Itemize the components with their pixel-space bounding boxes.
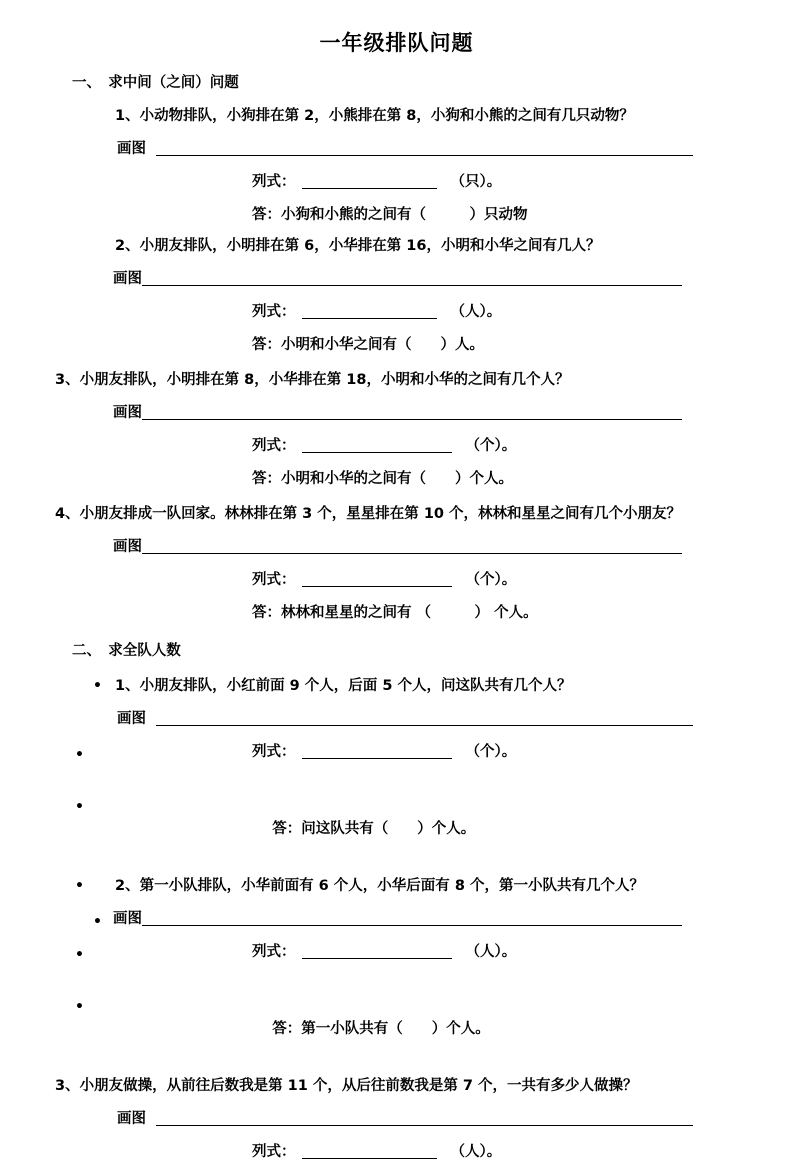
question-row (0, 674, 793, 699)
draw-blank-line[interactable] (142, 552, 682, 554)
draw-row (0, 268, 793, 290)
expression-unit: （个）。 (465, 572, 517, 588)
answer-row (0, 974, 793, 1062)
draw-label: 画图 (117, 141, 146, 157)
draw-label: 画图 (113, 911, 142, 927)
bullet-icon: • (75, 799, 84, 815)
expression-row (0, 301, 793, 323)
expression-unit: （人）。 (450, 304, 502, 320)
answer-row: 答：小明和小华之间有（ ）人。 (252, 337, 484, 353)
expression-label: 列式： (252, 572, 296, 588)
bullet-icon: • (75, 947, 84, 963)
section-heading-1: 一、 求中间（之间）问题 (72, 75, 239, 91)
expression-blank[interactable] (302, 1157, 437, 1159)
page-title: 一年级排队问题 (319, 31, 474, 55)
expression-label: 列式： (252, 304, 296, 320)
draw-blank-line[interactable] (156, 154, 693, 156)
question-text: 3、小朋友做操，从前往后数我是第 11 个，从后往前数我是第 7 个，一共有多少人做操？ (55, 1078, 638, 1094)
question-text: 2、第一小队排队，小华前面有 6 个人，小华后面有 8 个，第一小队共有几个人？ (115, 878, 644, 894)
expression-label: 列式： (252, 1144, 296, 1160)
bullet-icon: • (75, 878, 84, 894)
answer-row: 答：林林和星星的之间有 （ ） 个人。 (252, 605, 538, 621)
question-text: 3、小朋友排队，小明排在第 8，小华排在第 18，小明和小华的之间有几个人？ (55, 372, 570, 388)
question-text: 1、小动物排队，小狗排在第 2，小熊排在第 8，小狗和小熊的之间有几只动物？ (115, 108, 634, 124)
draw-label: 画图 (117, 711, 146, 727)
draw-label: 画图 (117, 1111, 146, 1127)
draw-blank-line[interactable] (156, 724, 693, 726)
expression-unit: （人）。 (465, 944, 517, 960)
expression-row (0, 1141, 793, 1163)
expression-label: 列式： (252, 944, 296, 960)
question-text: 2、小朋友排队，小明排在第 6，小华排在第 16，小明和小华之间有几人？ (115, 238, 601, 254)
draw-blank-line[interactable] (156, 1124, 693, 1126)
draw-label: 画图 (113, 539, 142, 555)
expression-blank[interactable] (302, 317, 437, 319)
expression-unit: （个）。 (465, 438, 517, 454)
draw-blank-line[interactable] (142, 284, 682, 286)
expression-row (0, 569, 793, 591)
expression-unit: （只）。 (450, 174, 502, 190)
section-heading-2: 二、 求全队人数 (72, 643, 181, 659)
expression-label: 列式： (252, 438, 296, 454)
expression-blank[interactable] (302, 957, 452, 959)
draw-row (0, 708, 793, 730)
draw-row (0, 138, 793, 160)
expression-label: 列式： (252, 744, 296, 760)
answer-text: 答：问这队共有（ ）个人。 (272, 821, 476, 837)
draw-row (0, 1108, 793, 1130)
expression-row (0, 741, 793, 763)
expression-label: 列式： (252, 174, 296, 190)
answer-row (0, 774, 793, 862)
draw-row (0, 402, 793, 424)
answer-row: 答：小狗和小熊的之间有（ ）只动物 (252, 207, 528, 223)
expression-row (0, 171, 793, 193)
draw-label: 画图 (113, 271, 142, 287)
bullet-icon: • (75, 999, 84, 1015)
question-text: 1、小朋友排队，小红前面 9 个人，后面 5 个人，问这队共有几个人？ (115, 678, 572, 694)
draw-label: 画图 (113, 405, 142, 421)
expression-row (0, 435, 793, 457)
draw-blank-line[interactable] (142, 924, 682, 926)
expression-blank[interactable] (302, 451, 452, 453)
answer-text: 答：第一小队共有（ ）个人。 (272, 1021, 490, 1037)
draw-row (0, 908, 793, 930)
question-text: 4、小朋友排成一队回家。林林排在第 3 个，星星排在第 10 个，林林和星星之间有几个小朋友？ (55, 506, 682, 522)
expression-row (0, 941, 793, 963)
bullet-icon: • (93, 914, 102, 930)
worksheet-page (0, 20, 793, 1160)
expression-blank[interactable] (302, 757, 452, 759)
draw-blank-line[interactable] (142, 418, 682, 420)
expression-unit: （个）。 (465, 744, 517, 760)
draw-row (0, 536, 793, 558)
bullet-icon: • (93, 678, 102, 694)
bullet-icon: • (75, 747, 84, 763)
expression-blank[interactable] (302, 187, 437, 189)
question-row (0, 874, 793, 899)
expression-unit: （人）。 (450, 1144, 502, 1160)
answer-row: 答：小明和小华的之间有（ ）个人。 (252, 471, 513, 487)
expression-blank[interactable] (302, 585, 452, 587)
